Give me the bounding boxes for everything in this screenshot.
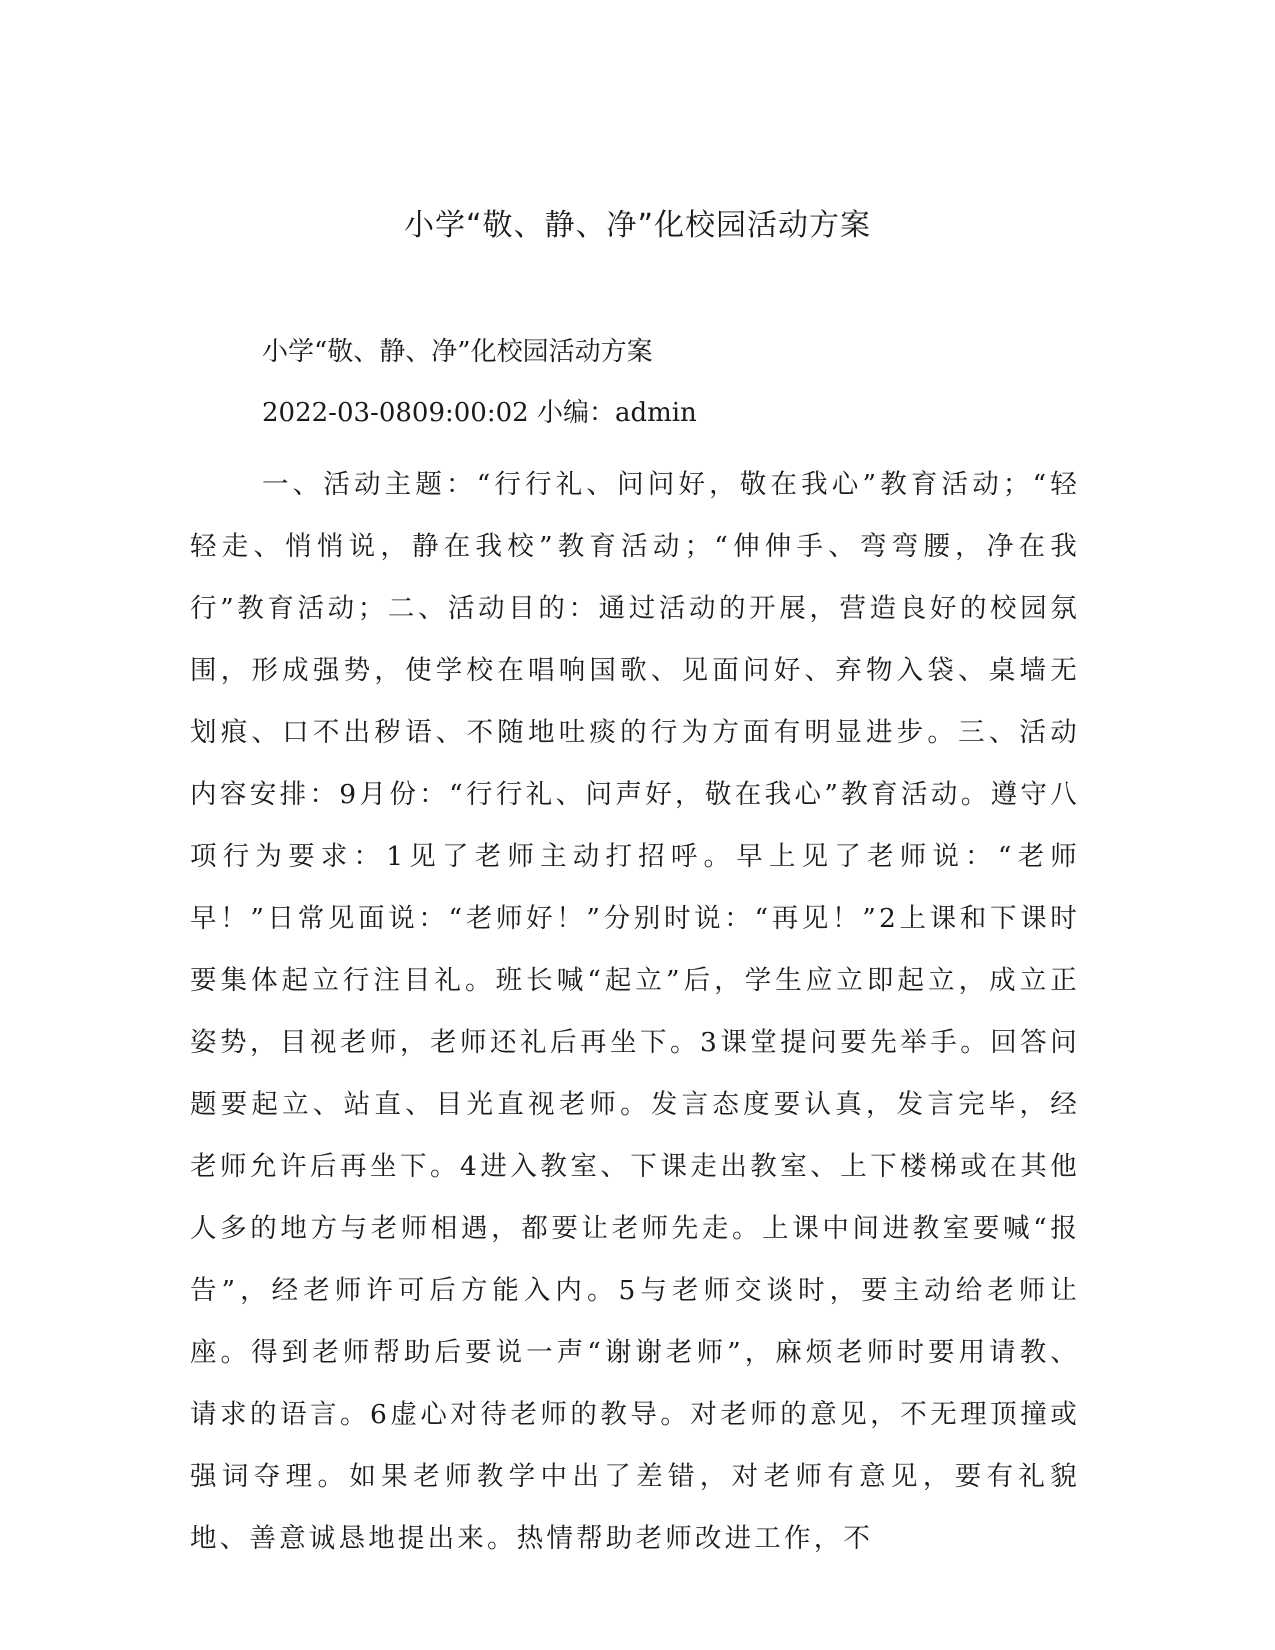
- document-body: 一、活动主题：“行行礼、问问好，敬在我心”教育活动；“轻轻走、悄悄说，静在我校”教育活动；“伸伸手、弯弯腰，净在我行”教育活动；二、活动目的：通过活动的开展，营造良好的校园氛围，形成强势，使学校在唱响国歌、见面问好、弃物入袋、桌墙无划痕、口不出秽语、不随地吐痰的行为方面有明显进步。三、活动内容安排：9月份：“行行礼、问声好，敬在我心”教育活动。遵守八项行为要求：1见了老师主动打招呼。早上见了老师说：“老师早！”日常见面说：“老师好！”分别时说：“再见！”2上课和下课时要集体起立行注目礼。班长喊“起立”后，学生应立即起立，成立正姿势，目视老师，老师还礼后再坐下。3课堂提问要先举手。回答问题要起立、站直、目光直视老师。发言态度要认真，发言完毕，经老师允许后再坐下。4进入教室、下课走出教室、上下楼梯或在其他人多的地方与老师相遇，都要让老师先走。上课中间进教室要喊“报告”，经老师许可后方能入内。5与老师交谈时，要主动给老师让座。得到老师帮助后要说一声“谢谢老师”，麻烦老师时要用请教、请求的语言。6虚心对待老师的教导。对老师的意见，不无理顶撞或强词夺理。如果老师教学中出了差错，对老师有意见，要有礼貌地、善意诚恳地提出来。热情帮助老师改进工作，不: [190, 469, 1080, 1554]
- document-subtitle: 小学“敬、静、净”化校园活动方案: [262, 337, 653, 367]
- document-title: 小学“敬、静、净”化校园活动方案: [403, 208, 872, 243]
- document-meta: 2022-03-0809:00:02 小编：admin: [262, 398, 697, 428]
